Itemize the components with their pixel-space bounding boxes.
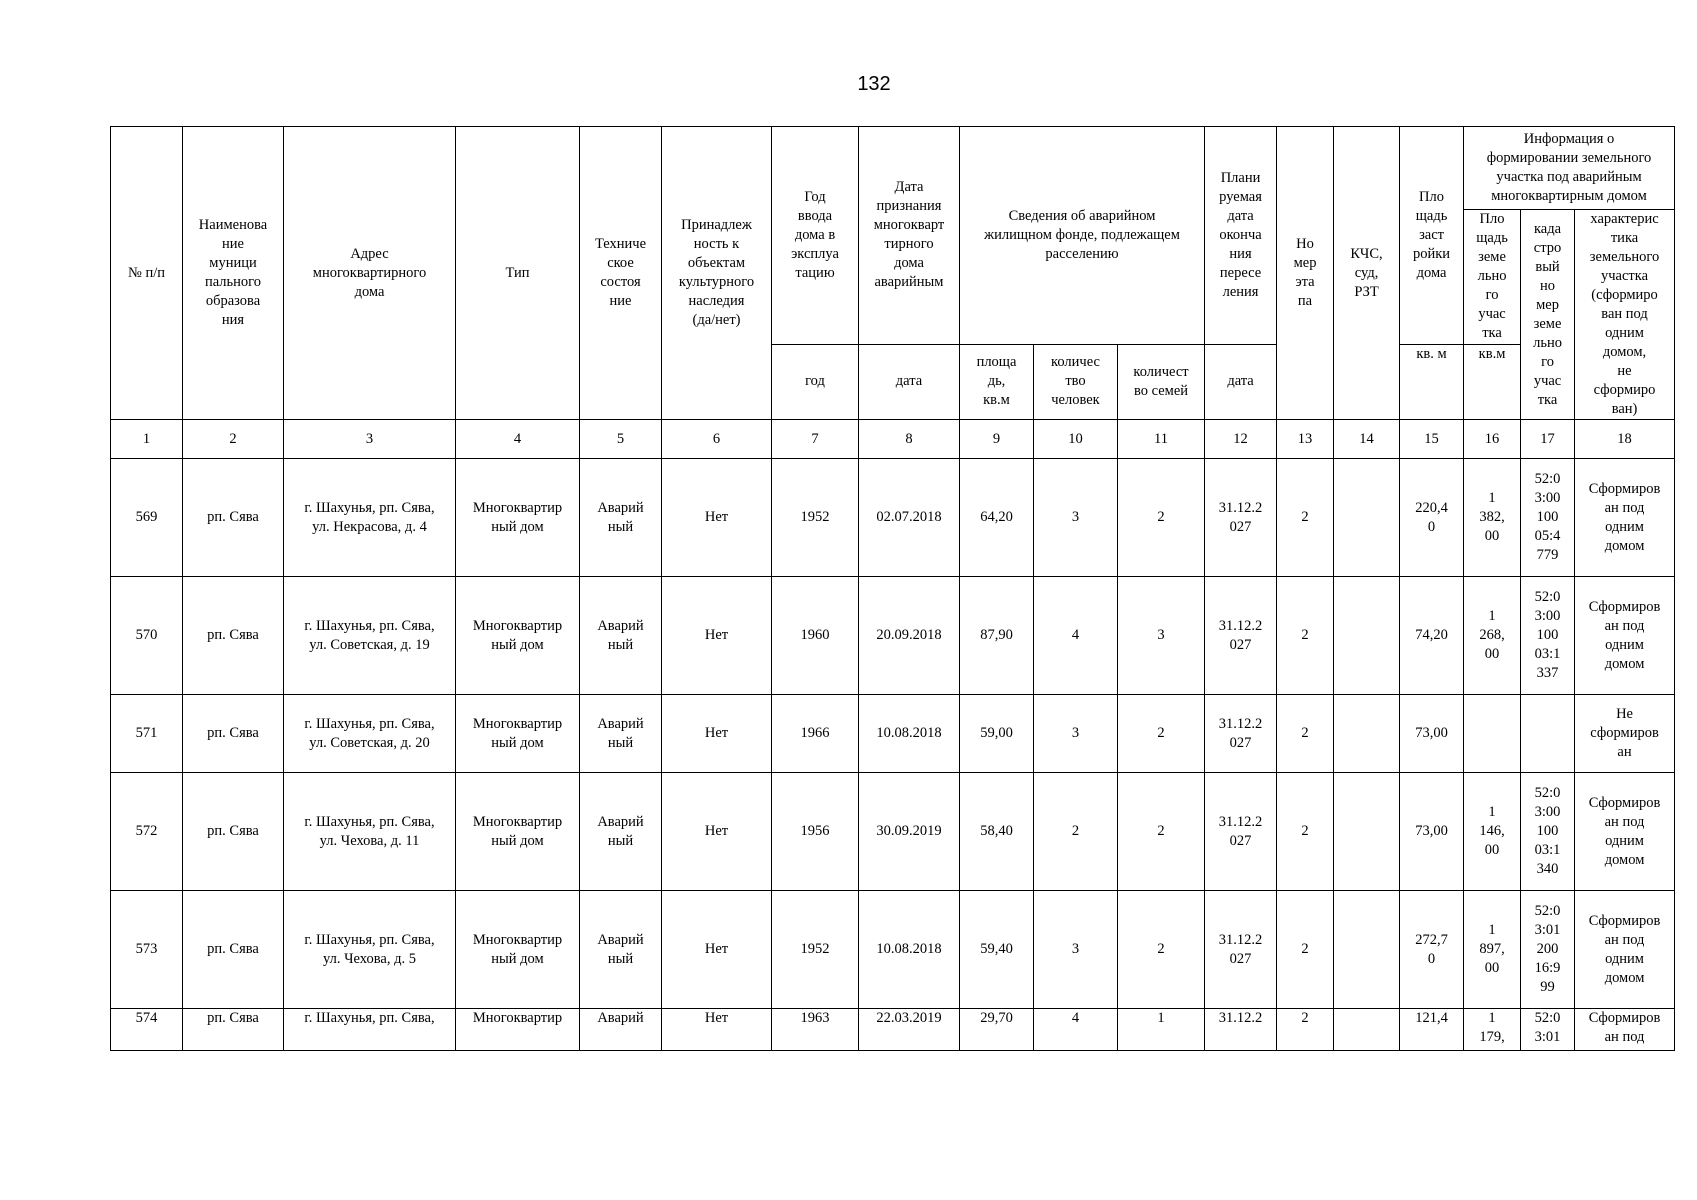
condition-cell: Аварий ный [580,773,662,891]
condition-cell: Аварий [580,1009,662,1051]
planned-date-cell: 31.12.2 027 [1205,577,1277,695]
people-count-cell: 2 [1034,773,1118,891]
unit-planned-date: дата [1205,344,1277,419]
municipality-cell: рп. Сява [183,695,284,773]
column-number: 16 [1464,420,1521,459]
address-cell: г. Шахунья, рп. Сява, ул. Советская, д. 19 [284,577,456,695]
col-header-address: Адрес многоквартирного дома [284,127,456,420]
family-count-cell: 2 [1118,695,1205,773]
table-row [111,577,1675,695]
heritage-cell: Нет [662,1009,772,1051]
land-area-cell: 1 382, 00 [1464,459,1521,577]
family-count-cell: 2 [1118,459,1205,577]
column-number: 11 [1118,420,1205,459]
land-area-cell: 1 897, 00 [1464,891,1521,1009]
land-characteristic-cell: Сформиров ан под одним домом [1575,577,1675,695]
unit-build-area: кв. м [1400,344,1464,419]
year-built-cell: 1966 [772,695,859,773]
area-cell: 59,40 [960,891,1034,1009]
recognition-date-cell: 10.08.2018 [859,695,960,773]
planned-date-cell: 31.12.2 027 [1205,459,1277,577]
area-cell: 87,90 [960,577,1034,695]
header-row-1 [111,127,1675,210]
area-cell: 29,70 [960,1009,1034,1051]
col-header-land-area: Пло щадь земе льно го учас тка [1464,210,1521,345]
build-area-cell: 73,00 [1400,773,1464,891]
year-built-cell: 1952 [772,459,859,577]
recognition-date-cell: 02.07.2018 [859,459,960,577]
row-number-cell: 569 [111,459,183,577]
column-number: 2 [183,420,284,459]
cadastral-number-cell: 52:0 3:00 100 05:4 779 [1521,459,1575,577]
col-header-number: № п/п [111,127,183,420]
col-header-housing-info: Сведения об аварийном жилищном фонде, подлежащем расселению [960,127,1205,345]
planned-date-cell: 31.12.2 027 [1205,695,1277,773]
building-type-cell: Многоквартир ный дом [456,577,580,695]
condition-cell: Аварий ный [580,459,662,577]
column-number: 1 [111,420,183,459]
unit-year: год [772,344,859,419]
address-cell: г. Шахунья, рп. Сява, ул. Некрасова, д. 4 [284,459,456,577]
cadastral-number-cell [1521,695,1575,773]
area-cell: 58,40 [960,773,1034,891]
address-cell: г. Шахунья, рп. Сява, ул. Чехова, д. 11 [284,773,456,891]
land-area-cell: 1 179, [1464,1009,1521,1051]
column-number: 13 [1277,420,1334,459]
stage-cell: 2 [1277,1009,1334,1051]
col-header-kchs: КЧС, суд, РЗТ [1334,127,1400,420]
people-count-cell: 4 [1034,1009,1118,1051]
build-area-cell: 73,00 [1400,695,1464,773]
row-number-cell: 574 [111,1009,183,1051]
build-area-cell: 121,4 [1400,1009,1464,1051]
people-count-cell: 3 [1034,459,1118,577]
municipality-cell: рп. Сява [183,459,284,577]
col-header-year-built: Год ввода дома в эксплуа тацию [772,127,859,345]
family-count-cell: 3 [1118,577,1205,695]
land-characteristic-cell: Не сформиров ан [1575,695,1675,773]
land-characteristic-cell: Сформиров ан под одним домом [1575,459,1675,577]
kchs-cell [1334,891,1400,1009]
col-header-build-area: Пло щадь заст ройки дома [1400,127,1464,345]
build-area-cell: 272,7 0 [1400,891,1464,1009]
row-number-cell: 573 [111,891,183,1009]
year-built-cell: 1960 [772,577,859,695]
planned-date-cell: 31.12.2 027 [1205,773,1277,891]
row-number-cell: 572 [111,773,183,891]
land-area-cell: 1 146, 00 [1464,773,1521,891]
cadastral-number-cell: 52:0 3:00 100 03:1 340 [1521,773,1575,891]
column-number: 5 [580,420,662,459]
build-area-cell: 220,4 0 [1400,459,1464,577]
municipality-cell: рп. Сява [183,891,284,1009]
building-type-cell: Многоквартир ный дом [456,459,580,577]
recognition-date-cell: 22.03.2019 [859,1009,960,1051]
recognition-date-cell: 10.08.2018 [859,891,960,1009]
stage-cell: 2 [1277,695,1334,773]
column-number-row [111,420,1675,459]
heritage-cell: Нет [662,695,772,773]
land-characteristic-cell: Сформиров ан под [1575,1009,1675,1051]
family-count-cell: 2 [1118,773,1205,891]
planned-date-cell: 31.12.2 [1205,1009,1277,1051]
cadastral-number-cell: 52:0 3:00 100 03:1 337 [1521,577,1575,695]
planned-date-cell: 31.12.2 027 [1205,891,1277,1009]
building-type-cell: Многоквартир [456,1009,580,1051]
area-cell: 64,20 [960,459,1034,577]
unit-families: количест во семей [1118,344,1205,419]
heritage-cell: Нет [662,891,772,1009]
stage-cell: 2 [1277,459,1334,577]
unit-people: количес тво человек [1034,344,1118,419]
recognition-date-cell: 30.09.2019 [859,773,960,891]
heritage-cell: Нет [662,577,772,695]
page-number: 132 [857,73,891,95]
recognition-date-cell: 20.09.2018 [859,577,960,695]
year-built-cell: 1956 [772,773,859,891]
column-number: 17 [1521,420,1575,459]
row-number-cell: 571 [111,695,183,773]
people-count-cell: 3 [1034,891,1118,1009]
kchs-cell [1334,695,1400,773]
municipality-cell: рп. Сява [183,773,284,891]
heritage-cell: Нет [662,773,772,891]
people-count-cell: 4 [1034,577,1118,695]
land-characteristic-cell: Сформиров ан под одним домом [1575,891,1675,1009]
land-area-cell: 1 268, 00 [1464,577,1521,695]
col-header-heritage: Принадлеж ность к объектам культурного наследия (да/нет) [662,127,772,420]
column-number: 14 [1334,420,1400,459]
kchs-cell [1334,773,1400,891]
municipality-cell: рп. Сява [183,577,284,695]
building-type-cell: Многоквартир ный дом [456,695,580,773]
stage-cell: 2 [1277,577,1334,695]
kchs-cell [1334,459,1400,577]
stage-cell: 2 [1277,773,1334,891]
address-cell: г. Шахунья, рп. Сява, ул. Чехова, д. 5 [284,891,456,1009]
table-row [111,695,1675,773]
column-number: 18 [1575,420,1675,459]
condition-cell: Аварий ный [580,695,662,773]
family-count-cell: 1 [1118,1009,1205,1051]
col-header-stage: Но мер эта па [1277,127,1334,420]
table-row [111,773,1675,891]
column-number: 12 [1205,420,1277,459]
column-number: 8 [859,420,960,459]
land-characteristic-cell: Сформиров ан под одним домом [1575,773,1675,891]
col-header-land-info: Информация о формировании земельного участка под аварийным многоквартирным домом [1464,127,1675,210]
municipality-cell: рп. Сява [183,1009,284,1051]
condition-cell: Аварий ный [580,577,662,695]
col-header-recognition-date: Дата признания многокварт тирного дома аварийным [859,127,960,345]
condition-cell: Аварий ный [580,891,662,1009]
column-number: 6 [662,420,772,459]
building-type-cell: Многоквартир ный дом [456,891,580,1009]
col-header-type: Тип [456,127,580,420]
heritage-cell: Нет [662,459,772,577]
emergency-housing-table [110,126,1675,1051]
year-built-cell: 1952 [772,891,859,1009]
people-count-cell: 3 [1034,695,1118,773]
column-number: 10 [1034,420,1118,459]
cadastral-number-cell: 52:0 3:01 [1521,1009,1575,1051]
column-number: 4 [456,420,580,459]
year-built-cell: 1963 [772,1009,859,1051]
land-area-cell [1464,695,1521,773]
build-area-cell: 74,20 [1400,577,1464,695]
stage-cell: 2 [1277,891,1334,1009]
address-cell: г. Шахунья, рп. Сява, [284,1009,456,1051]
col-header-condition: Техниче ское состоя ние [580,127,662,420]
table-row [111,459,1675,577]
family-count-cell: 2 [1118,891,1205,1009]
col-header-municipality: Наименова ние муници пального образова ния [183,127,284,420]
column-number: 7 [772,420,859,459]
kchs-cell [1334,1009,1400,1051]
row-number-cell: 570 [111,577,183,695]
col-header-land-characteristic: характерис тика земельного участка (сформиро ван под одним домом, не сформиро ван) [1575,210,1675,420]
col-header-cadastral: када стро вый но мер земе льно го учас тка [1521,210,1575,420]
column-number: 15 [1400,420,1464,459]
unit-area: площа дь, кв.м [960,344,1034,419]
unit-date: дата [859,344,960,419]
building-type-cell: Многоквартир ный дом [456,773,580,891]
kchs-cell [1334,577,1400,695]
address-cell: г. Шахунья, рп. Сява, ул. Советская, д. 20 [284,695,456,773]
table-row [111,891,1675,1009]
column-number: 3 [284,420,456,459]
unit-land-area: кв.м [1464,344,1521,419]
cadastral-number-cell: 52:0 3:01 200 16:9 99 [1521,891,1575,1009]
area-cell: 59,00 [960,695,1034,773]
table-row [111,1009,1675,1051]
col-header-planned-date: Плани руемая дата оконча ния пересе ления [1205,127,1277,345]
column-number: 9 [960,420,1034,459]
